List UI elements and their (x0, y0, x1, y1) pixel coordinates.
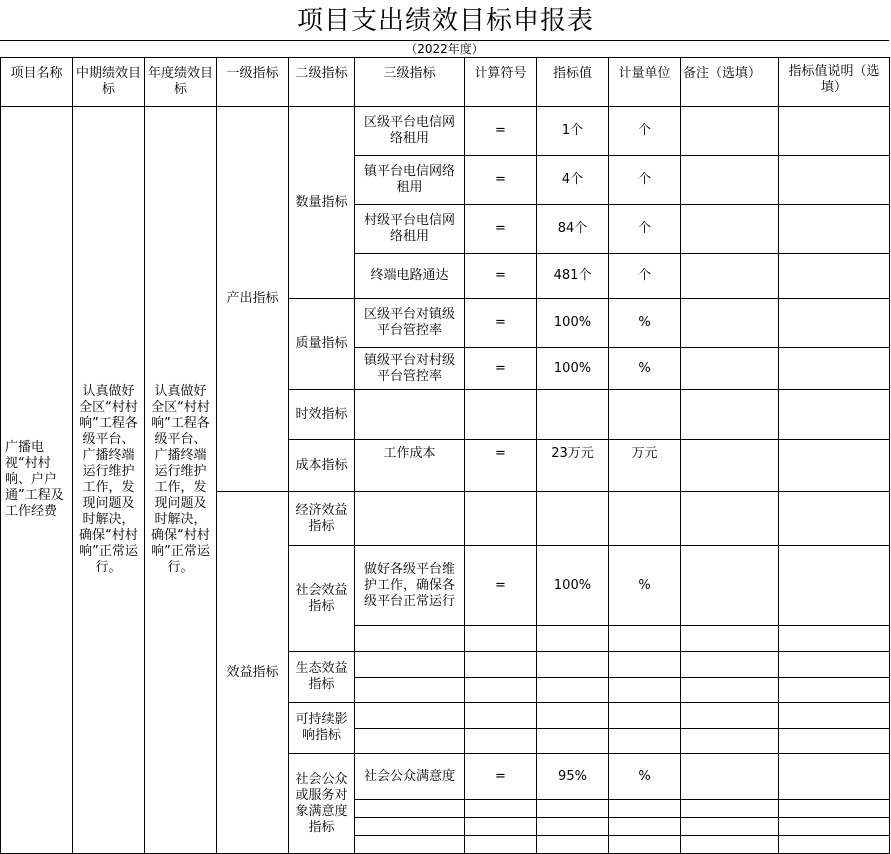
indicator-name (355, 678, 465, 703)
project-name-cell: 广播电视“村村响、户户通”工程及工作经费 (1, 107, 73, 854)
index-value: 95% (537, 754, 609, 800)
level2-ecological: 生态效益指标 (289, 652, 355, 703)
header-midterm-goal: 中期绩效目标 (73, 58, 145, 107)
level2-economic: 经济效益指标 (289, 492, 355, 546)
calc-symbol (465, 390, 537, 440)
indicator-name (355, 703, 465, 729)
remark-cell (681, 729, 779, 754)
remark-cell (681, 800, 779, 818)
calc-symbol (465, 652, 537, 678)
value-note-cell (779, 818, 890, 836)
remark-cell (681, 754, 779, 800)
unit-value: 个 (609, 156, 681, 205)
value-note-cell (779, 205, 890, 254)
indicator-name: 镇级平台对村级平台管控率 (355, 348, 465, 390)
unit-value: % (609, 348, 681, 390)
calc-symbol (465, 800, 537, 818)
calc-symbol (465, 836, 537, 854)
index-value: 481个 (537, 254, 609, 299)
level2-social: 社会效益指标 (289, 546, 355, 652)
indicator-name (355, 836, 465, 854)
index-value: 84个 (537, 205, 609, 254)
remark-cell (681, 254, 779, 299)
remark-cell (681, 818, 779, 836)
indicator-name: 终端电路通达 (355, 254, 465, 299)
page-title: 项目支出绩效目标申报表 (296, 6, 594, 36)
indicator-name (355, 800, 465, 818)
index-value (537, 703, 609, 729)
remark-cell (681, 390, 779, 440)
unit-value (609, 836, 681, 854)
header-level2: 二级指标 (289, 58, 355, 107)
calc-symbol: = (465, 254, 537, 299)
value-note-cell (779, 440, 890, 492)
indicator-name (355, 492, 465, 546)
indicator-name (355, 818, 465, 836)
value-note-cell (779, 546, 890, 626)
value-note-cell (779, 754, 890, 800)
level2-sustainable: 可持续影响指标 (289, 703, 355, 754)
index-value: 23万元 (537, 440, 609, 492)
unit-value: 个 (609, 254, 681, 299)
value-note-cell (779, 626, 890, 652)
indicator-name: 区级平台对镇级平台管控率 (355, 299, 465, 348)
header-level3: 三级指标 (355, 58, 465, 107)
remark-cell (681, 440, 779, 492)
level2-timeliness: 时效指标 (289, 390, 355, 440)
fiscal-year: （2022年度） (0, 40, 889, 58)
value-note-cell (779, 156, 890, 205)
header-level1: 一级指标 (217, 58, 289, 107)
index-value (537, 678, 609, 703)
calc-symbol: = (465, 754, 537, 800)
unit-value: 个 (609, 107, 681, 156)
calc-symbol (465, 492, 537, 546)
header-remark: 备注（选填） (681, 58, 779, 107)
annual-goal-cell: 认真做好全区“村村响”工程各级平台、广播终端运行维护工作，发现问题及时解决，确保“村村响”正常运行。 (145, 107, 217, 854)
performance-goal-table (0, 57, 890, 854)
remark-cell (681, 299, 779, 348)
level2-satisfaction: 社会公众或服务对象满意度指标 (289, 754, 355, 854)
calc-symbol (465, 703, 537, 729)
unit-value (609, 626, 681, 652)
unit-value: % (609, 546, 681, 626)
indicator-name: 村级平台电信网络租用 (355, 205, 465, 254)
unit-value (609, 652, 681, 678)
index-value (537, 390, 609, 440)
index-value: 100% (537, 546, 609, 626)
index-value (537, 492, 609, 546)
remark-cell (681, 348, 779, 390)
unit-value (609, 818, 681, 836)
remark-cell (681, 836, 779, 854)
index-value: 1个 (537, 107, 609, 156)
header-index-value: 指标值 (537, 58, 609, 107)
unit-value (609, 729, 681, 754)
header-project-name: 项目名称 (1, 58, 73, 107)
value-note-cell (779, 254, 890, 299)
calc-symbol (465, 626, 537, 652)
value-note-cell (779, 348, 890, 390)
remark-cell (681, 492, 779, 546)
remark-cell (681, 205, 779, 254)
value-note-cell (779, 107, 890, 156)
level1-benefit: 效益指标 (217, 492, 289, 854)
unit-value (609, 390, 681, 440)
unit-value: 个 (609, 205, 681, 254)
index-value (537, 818, 609, 836)
index-value (537, 729, 609, 754)
indicator-name (355, 390, 465, 440)
unit-value (609, 492, 681, 546)
level2-quantity: 数量指标 (289, 107, 355, 299)
unit-value (609, 678, 681, 703)
calc-symbol (465, 678, 537, 703)
index-value: 100% (537, 299, 609, 348)
indicator-name: 工作成本 (355, 440, 465, 492)
calc-symbol (465, 818, 537, 836)
indicator-name: 做好各级平台维护工作，确保各级平台正常运行 (355, 546, 465, 626)
index-value: 100% (537, 348, 609, 390)
level1-output: 产出指标 (217, 107, 289, 492)
calc-symbol: = (465, 107, 537, 156)
index-value (537, 652, 609, 678)
remark-cell (681, 107, 779, 156)
header-row (1, 58, 890, 107)
header-calc-symbol: 计算符号 (465, 58, 537, 107)
value-note-cell (779, 652, 890, 678)
index-value (537, 836, 609, 854)
value-note-cell (779, 703, 890, 729)
calc-symbol (465, 729, 537, 754)
calc-symbol: = (465, 440, 537, 492)
index-value (537, 626, 609, 652)
indicator-name (355, 729, 465, 754)
level2-cost: 成本指标 (289, 440, 355, 492)
remark-cell (681, 652, 779, 678)
indicator-name: 镇平台电信网络租用 (355, 156, 465, 205)
unit-value: % (609, 754, 681, 800)
value-note-cell (779, 492, 890, 546)
header-annual-goal: 年度绩效目标 (145, 58, 217, 107)
calc-symbol: = (465, 299, 537, 348)
unit-value (609, 703, 681, 729)
indicator-name: 区级平台电信网络租用 (355, 107, 465, 156)
remark-cell (681, 678, 779, 703)
midterm-goal-cell: 认真做好全区“村村响”工程各级平台、广播终端运行维护工作，发现问题及时解决，确保“村村响”正常运行。 (73, 107, 145, 854)
unit-value: % (609, 299, 681, 348)
table-row (1, 107, 890, 156)
remark-cell (681, 156, 779, 205)
indicator-name (355, 626, 465, 652)
calc-symbol: = (465, 348, 537, 390)
unit-value: 万元 (609, 440, 681, 492)
value-note-cell (779, 836, 890, 854)
value-note-cell (779, 299, 890, 348)
value-note-cell (779, 800, 890, 818)
calc-symbol: = (465, 546, 537, 626)
remark-cell (681, 703, 779, 729)
index-value: 4个 (537, 156, 609, 205)
indicator-name: 社会公众满意度 (355, 754, 465, 800)
value-note-cell (779, 729, 890, 754)
calc-symbol: = (465, 156, 537, 205)
remark-cell (681, 626, 779, 652)
header-unit: 计量单位 (609, 58, 681, 107)
level2-quality: 质量指标 (289, 299, 355, 390)
unit-value (609, 800, 681, 818)
indicator-name (355, 652, 465, 678)
remark-cell (681, 546, 779, 626)
value-note-cell (779, 678, 890, 703)
calc-symbol: = (465, 205, 537, 254)
index-value (537, 800, 609, 818)
value-note-cell (779, 390, 890, 440)
header-value-note: 指标值说明（选填） (779, 58, 890, 107)
